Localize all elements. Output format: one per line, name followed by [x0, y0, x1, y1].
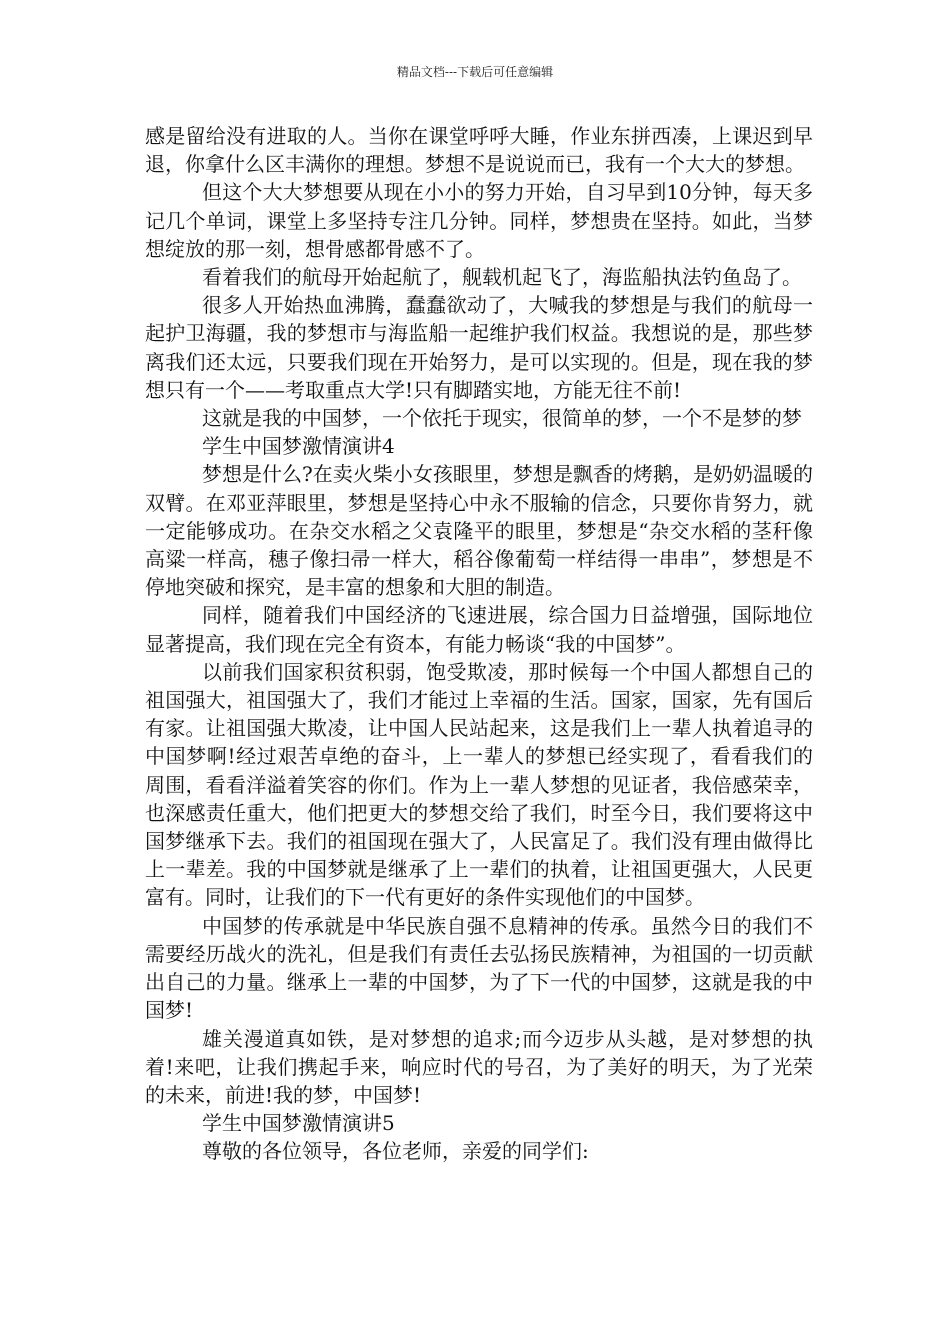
paragraph: 感是留给没有进取的人。当你在课堂呼呼大睡，作业东拼西凑，上课迟到早退，你拿什么区丰满你的理想。梦想不是说说而已，我有一个大大的梦想。	[145, 124, 813, 177]
paragraph: 尊敬的各位领导，各位老师，亲爱的同学们:	[202, 1139, 589, 1164]
paragraph: 梦想是什么?在卖火柴小女孩眼里，梦想是飘香的烤鹅，是奶奶温暖的双臂。在邓亚萍眼里，梦想是坚持心中永不服输的信念，只要你肯努力，就一定能够成功。在杂交水稻之父袁隆平的眼里，梦想是“杂交水稻的茎秆像高粱一样高，穗子像扫帚一样大，稻谷像葡萄一样结得一串串”，梦想是不停地突破和探究，是丰富的想象和大胆的制造。	[145, 462, 813, 600]
paragraph: 但这个大大梦想要从现在小小的努力开始，自习早到10分钟，每天多记几个单词，课堂上多坚持专注几分钟。同样，梦想贵在坚持。如此，当梦想绽放的那一刻，想骨感都骨感不了。	[145, 180, 813, 261]
section-heading: 学生中国梦激情演讲5	[202, 1111, 395, 1136]
paragraph: 中国梦的传承就是中华民族自强不息精神的传承。虽然今日的我们不需要经历战火的洗礼，但是我们有责任去弘扬民族精神，为祖国的一切贡献出自己的力量。继承上一辈的中国梦，为了下一代的中国梦，这就是我的中国梦!	[145, 913, 813, 1023]
paragraph: 同样，随着我们中国经济的飞速进展，综合国力日益增强，国际地位显著提高，我们现在完全有资本，有能力畅谈“我的中国梦”。	[145, 603, 813, 656]
document-body	[145, 122, 813, 1166]
paragraph: 这就是我的中国梦，一个依托于现实，很简单的梦，一个不是梦的梦	[202, 406, 802, 431]
page-header: 精品文档---下载后可任意编辑	[396, 65, 554, 79]
section-heading: 学生中国梦激情演讲4	[202, 434, 395, 459]
paragraph: 以前我们国家积贫积弱，饱受欺凌，那时候每一个中国人都想自己的祖国强大，祖国强大了，我们才能过上幸福的生活。国家，国家，先有国后有家。让祖国强大欺凌，让中国人民站起来，这是我们上一辈人执着追寻的中国梦啊!经过艰苦卓绝的奋斗，上一辈人的梦想已经实现了，看看我们的周围，看看洋溢着笑容的你们。作为上一辈人梦想的见证者，我倍感荣幸，也深感责任重大，他们把更大的梦想交给了我们，时至今日，我们要将这中国梦继承下去。我们的祖国现在强大了，人民富足了。我们没有理由做得比上一辈差。我的中国梦就是继承了上一辈们的执着，让祖国更强大，人民更富有。同时，让我们的下一代有更好的条件实现他们的中国梦。	[145, 659, 813, 910]
paragraph: 看着我们的航母开始起航了，舰载机起飞了，海监船执法钓鱼岛了。	[202, 265, 802, 290]
paragraph: 很多人开始热血沸腾，蠢蠢欲动了，大喊我的梦想是与我们的航母一起护卫海疆，我的梦想市与海监船一起维护我们权益。我想说的是，那些梦离我们还太远，只要我们现在开始努力，是可以实现的。但是，现在我的梦想只有一个——考取重点大学!只有脚踏实地，方能无往不前!	[145, 293, 813, 402]
paragraph: 雄关漫道真如铁，是对梦想的追求;而今迈步从头越，是对梦想的执着!来吧，让我们携起手来，响应时代的号召，为了美好的明天，为了光荣的未来，前进!我的梦，中国梦!	[145, 1026, 813, 1107]
